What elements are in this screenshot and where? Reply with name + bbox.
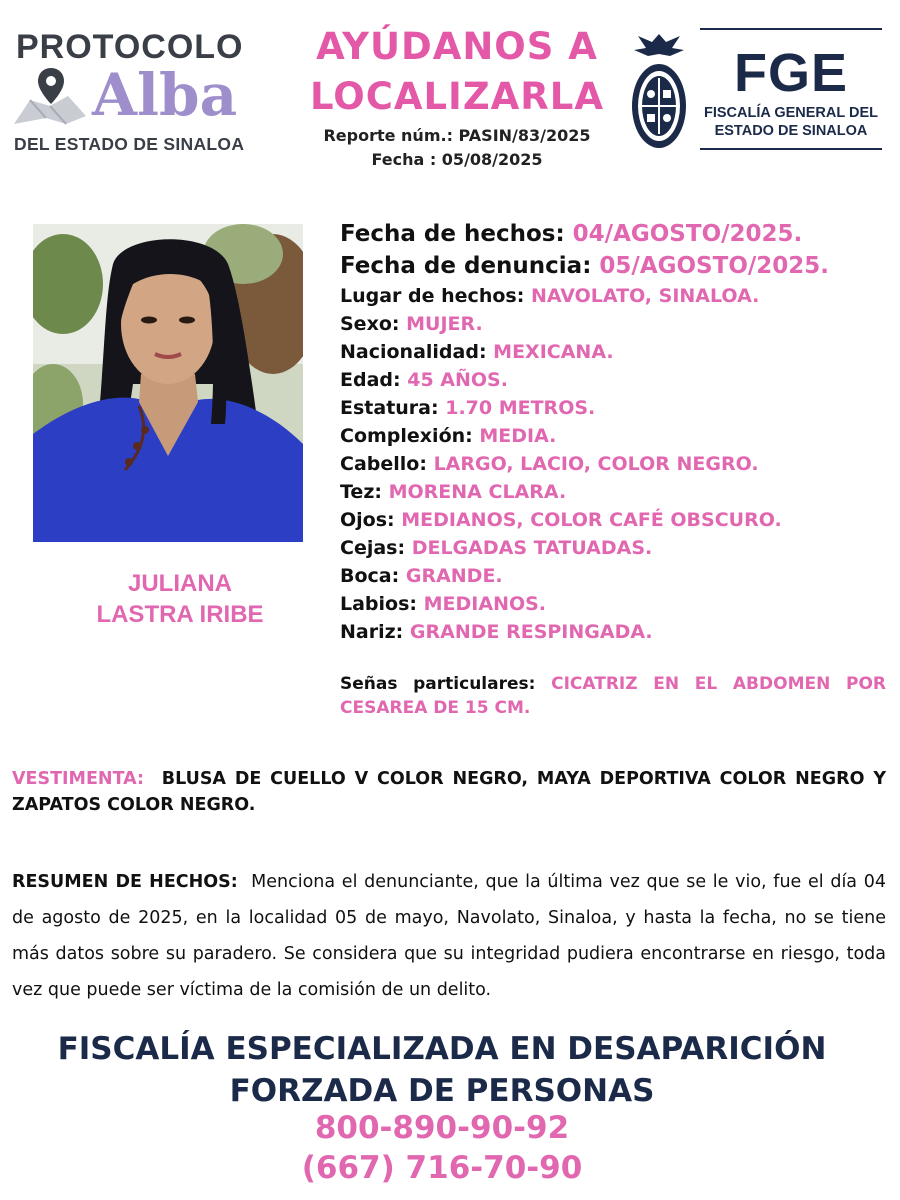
field-value: GRANDE RESPINGADA. — [409, 621, 653, 643]
field-label: Lugar de hechos: — [340, 285, 525, 307]
field-value: MEDIA. — [479, 425, 557, 447]
field-value: MEDIANOS. — [423, 593, 547, 615]
field-label: Estatura: — [340, 397, 439, 419]
field-tez — [340, 478, 880, 506]
field-value: DELGADAS TATUADAS. — [411, 537, 653, 559]
vestimenta-value: BLUSA DE CUELLO V COLOR NEGRO, MAYA DEPORTIVA COLOR NEGRO Y ZAPATOS COLOR NEGRO. — [12, 769, 886, 815]
field-fecha-denuncia — [340, 250, 880, 282]
field-cejas — [340, 534, 880, 562]
field-value: 1.70 METROS. — [445, 397, 596, 419]
field-value: 05/AGOSTO/2025. — [599, 253, 830, 279]
vestimenta-section — [12, 766, 886, 818]
field-label: Complexión: — [340, 425, 473, 447]
field-value: LARGO, LACIO, COLOR NEGRO. — [433, 453, 759, 475]
resumen-label: RESUMEN DE HECHOS: — [12, 872, 238, 892]
field-label: Cabello: — [340, 453, 427, 475]
alba-logo-top-text: PROTOCOLO — [16, 28, 244, 66]
report-date: Fecha : 05/08/2025 — [371, 150, 543, 169]
field-value: MUJER. — [406, 313, 483, 335]
field-complexion — [340, 422, 880, 450]
fge-subtitle-line2: ESTADO DE SINALOA — [714, 123, 868, 139]
field-label: Nariz: — [340, 621, 404, 643]
main-title — [292, 22, 622, 122]
field-estatura — [340, 394, 880, 422]
fge-bottom-rule — [700, 148, 882, 150]
field-label: Boca: — [340, 565, 400, 587]
resumen-section — [12, 864, 886, 1008]
field-fecha-hechos — [340, 218, 880, 250]
footer-title-line2: FORZADA DE PERSONAS — [229, 1073, 655, 1109]
field-value: MORENA CLARA. — [388, 481, 567, 503]
field-value: GRANDE. — [405, 565, 503, 587]
field-label: Tez: — [340, 481, 382, 503]
person-name-line1: JULIANA — [127, 570, 232, 597]
vestimenta-label: VESTIMENTA: — [12, 769, 145, 789]
field-cabello — [340, 450, 880, 478]
field-label: Fecha de denuncia: — [340, 253, 592, 279]
field-value: 45 AÑOS. — [407, 369, 508, 391]
fge-top-rule — [700, 28, 882, 30]
field-lugar-hechos — [340, 282, 880, 310]
phone-number-2: (667) 716-70-90 — [301, 1150, 583, 1186]
alba-logo-bottom-text: DEL ESTADO DE SINALOA — [14, 134, 245, 154]
fge-logo — [700, 28, 882, 152]
person-name-line2: LASTRA IRIBE — [96, 601, 264, 628]
field-nacionalidad — [340, 338, 880, 366]
senas-label: Señas particulares: — [340, 674, 536, 694]
sinaloa-coat-of-arms-icon — [628, 28, 690, 152]
protocolo-alba-logo — [10, 22, 282, 162]
field-boca — [340, 562, 880, 590]
field-label: Sexo: — [340, 313, 400, 335]
field-value: 04/AGOSTO/2025. — [572, 221, 803, 247]
senas-value: CICATRIZ EN EL ABDOMEN POR CESAREA DE 15 CM. — [340, 674, 887, 718]
field-value: MEXICANA. — [493, 341, 614, 363]
alba-logo-word: Alba — [92, 61, 238, 129]
person-name — [40, 568, 320, 630]
field-value: MEDIANOS, COLOR CAFÉ OBSCURO. — [401, 509, 782, 531]
resumen-text: Menciona el denunciante, que la última vez que se le vio, fue el día 04 de agosto de 2025, en la localidad 05 de mayo, Navolato, Sinaloa, y hasta la fecha, no se tiene más datos sobre su paradero. Se considera que su integridad pudiera encontrarse en riesgo, toda vez que puede ser víctima de la comisión de un delito. — [12, 872, 886, 1000]
field-label: Nacionalidad: — [340, 341, 487, 363]
report-number: Reporte núm.: PASIN/83/2025 — [323, 126, 591, 145]
phone-number-1: 800-890-90-92 — [314, 1110, 570, 1146]
footer-title — [0, 1028, 884, 1112]
senas-particulares — [340, 672, 886, 720]
description-fields — [340, 218, 880, 646]
field-label: Fecha de hechos: — [340, 221, 565, 247]
field-label: Ojos: — [340, 509, 395, 531]
fge-subtitle-line1: FISCALÍA GENERAL DEL — [703, 105, 878, 121]
main-title-line2: LOCALIZARLA — [309, 75, 604, 118]
fge-subtitle — [700, 104, 882, 140]
field-ojos — [340, 506, 880, 534]
field-labios — [340, 590, 880, 618]
location-pin-icon — [36, 66, 66, 106]
main-title-line1: AYÚDANOS A — [316, 25, 598, 68]
field-label: Edad: — [340, 369, 401, 391]
missing-person-photo — [33, 224, 303, 542]
fge-acronym: FGE — [733, 43, 848, 103]
field-edad — [340, 366, 880, 394]
field-sexo — [340, 310, 880, 338]
footer-title-line1: FISCALÍA ESPECIALIZADA EN DESAPARICIÓN — [57, 1031, 827, 1067]
field-label: Cejas: — [340, 537, 406, 559]
field-nariz — [340, 618, 880, 646]
field-label: Labios: — [340, 593, 418, 615]
field-value: NAVOLATO, SINALOA. — [530, 285, 760, 307]
